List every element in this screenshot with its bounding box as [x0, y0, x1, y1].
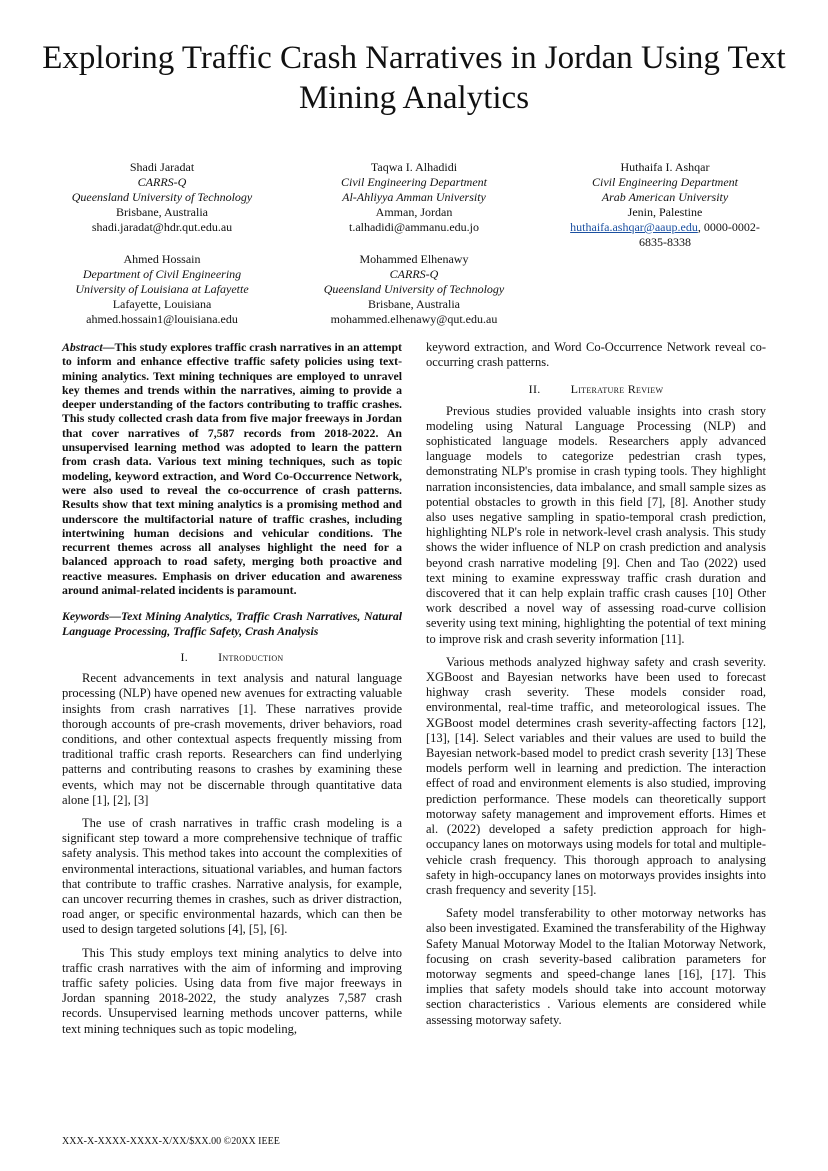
author-dept: Civil Engineering Department [592, 175, 738, 189]
right-column [426, 340, 766, 1028]
author-block [562, 160, 768, 250]
author-email: shadi.jaradat@hdr.qut.edu.au [91, 220, 233, 234]
author-location: Brisbane, Australia [368, 297, 460, 311]
section-number: II. [528, 382, 541, 397]
abstract [62, 340, 402, 597]
author-email: ahmed.hossain1@louisiana.edu [86, 312, 238, 326]
abstract-text: —This study explores traffic crash narratives in an attempt to inform and enhance effective traffic safety policies using text-mining analytics. Text mining techniques are employed to unravel key themes and trends within the narratives, aiming to provide a deeper understanding of the factors contributing to traffic crashes. This study collected crash data from five major freeways in Jordan that cover narratives of 7,587 records from 2018-2022. An unsupervised learning method was adopted to learn the pattern from crash data. Various text mining techniques, such as topic modeling, keyword extraction, and Word Co-Occurrence Network, were also used to reveal the co-occurrence of crash patterns. Results show that text mining analytics is a promising method and underscore the multifactorial nature of traffic crashes, including intertwining human decisions and vehicular conditions. The recurrent themes across all analyses highlight the need for a balanced approach to road safety, merging both proactive and reactive measures. Emphasis on driver education and awareness around animal-related incidents is paramount. [62, 340, 402, 598]
left-column [62, 340, 402, 1037]
copyright-footer: XXX-X-XXXX-XXXX-X/XX/$XX.00 ©20XX IEEE [62, 1136, 280, 1147]
paragraph-continued: keyword extraction, and Word Co-Occurrence Network reveal co-occurring crash patterns. [426, 340, 766, 370]
author-name: Ahmed Hossain [123, 252, 201, 266]
author-name: Mohammed Elhenawy [359, 252, 469, 266]
abstract-lead: Abstract [62, 340, 103, 354]
author-org: Queensland University of Technology [323, 282, 505, 296]
paragraph: The use of crash narratives in traffic crash modeling is a significant step toward a more comprehensive technique of traffic safety analysis. This method takes into account the complexities of environmental interactions, situational variables, and human factors that contribute to traffic crashes. Narrative analysis, for example, can uncover recurring themes in crashes, such as driver distraction, road anger, or specific environmental hazards, which can then be used to design targeted solutions [4], [5], [6]. [62, 815, 402, 937]
author-block [62, 252, 262, 327]
author-dept: Civil Engineering Department [341, 175, 487, 189]
author-email-line [562, 220, 768, 250]
section-heading [426, 382, 766, 397]
author-orcid: , 0000-0002-6835-8338 [639, 220, 760, 249]
author-org: Arab American University [601, 190, 729, 204]
section-title: Literature Review [570, 382, 664, 397]
author-location: Brisbane, Australia [116, 205, 208, 219]
section-title: Introduction [218, 649, 284, 664]
author-block [314, 160, 514, 235]
author-org: Queensland University of Technology [71, 190, 253, 204]
section-heading [62, 650, 402, 665]
paragraph: This This study employs text mining analytics to delve into traffic crash narratives with the aim of informing and improving traffic safety policies. Using data from five major freeways in Jordan spanning 2018-2022, the study analyzes 7,587 crash records. Unsupervised learning methods uncover patterns, while text mining techniques such as topic modeling, [62, 945, 402, 1036]
author-dept: CARRS-Q [389, 267, 439, 281]
paragraph: Safety model transferability to other motorway networks has also been investigated. Examined the transferability of the Highway Safety Manual Motorway Model to the Italian Motorway Network, focusing on crash severity-based calibration parameters for motorway segments and speed-change lanes [16], [17]. This implies that safety models should take into account motorway section characteristics . Various elements are considered while assessing motorway safety. [426, 906, 766, 1027]
author-email: t.alhadidi@ammanu.edu.jo [348, 220, 480, 234]
author-name: Taqwa I. Alhadidi [370, 160, 458, 174]
author-email-link[interactable]: huthaifa.ashqar@aaup.edu [570, 220, 698, 234]
keywords-lead: Keywords [62, 609, 110, 624]
keywords-text: —Text Mining Analytics, Traffic Crash Narratives, Natural Language Processing, Traffic Safety, Crash Analysis [62, 609, 402, 638]
author-name: Huthaifa I. Ashqar [620, 160, 710, 174]
author-location: Lafayette, Louisiana [112, 297, 212, 311]
paper-title: Exploring Traffic Crash Narratives in Jordan Using Text Mining Analytics [42, 40, 786, 116]
author-org: University of Louisiana at Lafayette [75, 282, 249, 296]
author-block [62, 160, 262, 235]
author-block [314, 252, 514, 327]
paragraph: Various methods analyzed highway safety and crash severity. XGBoost and Bayesian networks have been used to forecast highway crash severity. These models consider road, environmental, real-time traffic, and meteorological issues. The XGBoost model determines crash severity-affecting factors [12], [13], [14]. Select variables and their values are used to build the Bayesian network-based model to predict crash severity [13] These models perform well in learning and prediction. The interaction effect of road and environment elements is also studied, improving prediction performance. These models can theoretically support motorway safety management and improvement efforts. Himes et al. (2022) developed a safety prediction approach for high-occupancy lanes on motorways using models for total and multiple-vehicle crash frequency. This thorough approach to analysing safety in high-occupancy lanes on motorways provides insights into crash frequency and severity [15]. [426, 654, 766, 897]
author-email: mohammed.elhenawy@qut.edu.au [330, 312, 498, 326]
author-dept: Department of Civil Engineering [82, 267, 242, 281]
paragraph: Previous studies provided valuable insights into crash story modeling using Natural Language Processing (NLP) and sophisticated language models. Researchers apply advanced language models to categorize pedestrian crash types, demonstrating NLP's promise in crash typing tools. They highlight narration inconsistencies, data imbalance, and small sample sizes as potential obstacles to growth in this field [7], [8]. Another study also uses negative sampling in spatio-temporal crash prediction, highlighting NLP's role in network-level crash analysis. This study shows the wider influence of NLP on crash prediction and analysis beyond crash narrative modeling [9]. Chen and Tao (2022) used text mining to examine expressway traffic crash duration and discovered that it can help explain traffic crash causes [10] Other work described a novel way of assessing road-curve collision severity using text mining, highlighting the potential of text mining to improve risk and crash severity information [11]. [426, 403, 766, 646]
author-name: Shadi Jaradat [129, 160, 195, 174]
author-location: Jenin, Palestine [627, 205, 703, 219]
keywords [62, 609, 402, 638]
section-number: I. [180, 649, 189, 664]
author-location: Amman, Jordan [375, 205, 453, 219]
author-org: Al-Ahliyya Amman University [342, 190, 486, 204]
paragraph: Recent advancements in text analysis and natural language processing (NLP) have opened new avenues for extracting valuable insights from crash narratives [1]. These narratives provide thorough accounts of pre-crash movements, driver behaviors, road conditions, and other contextual aspects frequently missing from traditional traffic crash reports. Researchers can find underlying patterns and contributing reasons to crashes by examining these events, which may not be discernable through quantitative data alone [1], [2], [3] [62, 671, 402, 807]
author-dept: CARRS-Q [137, 175, 187, 189]
